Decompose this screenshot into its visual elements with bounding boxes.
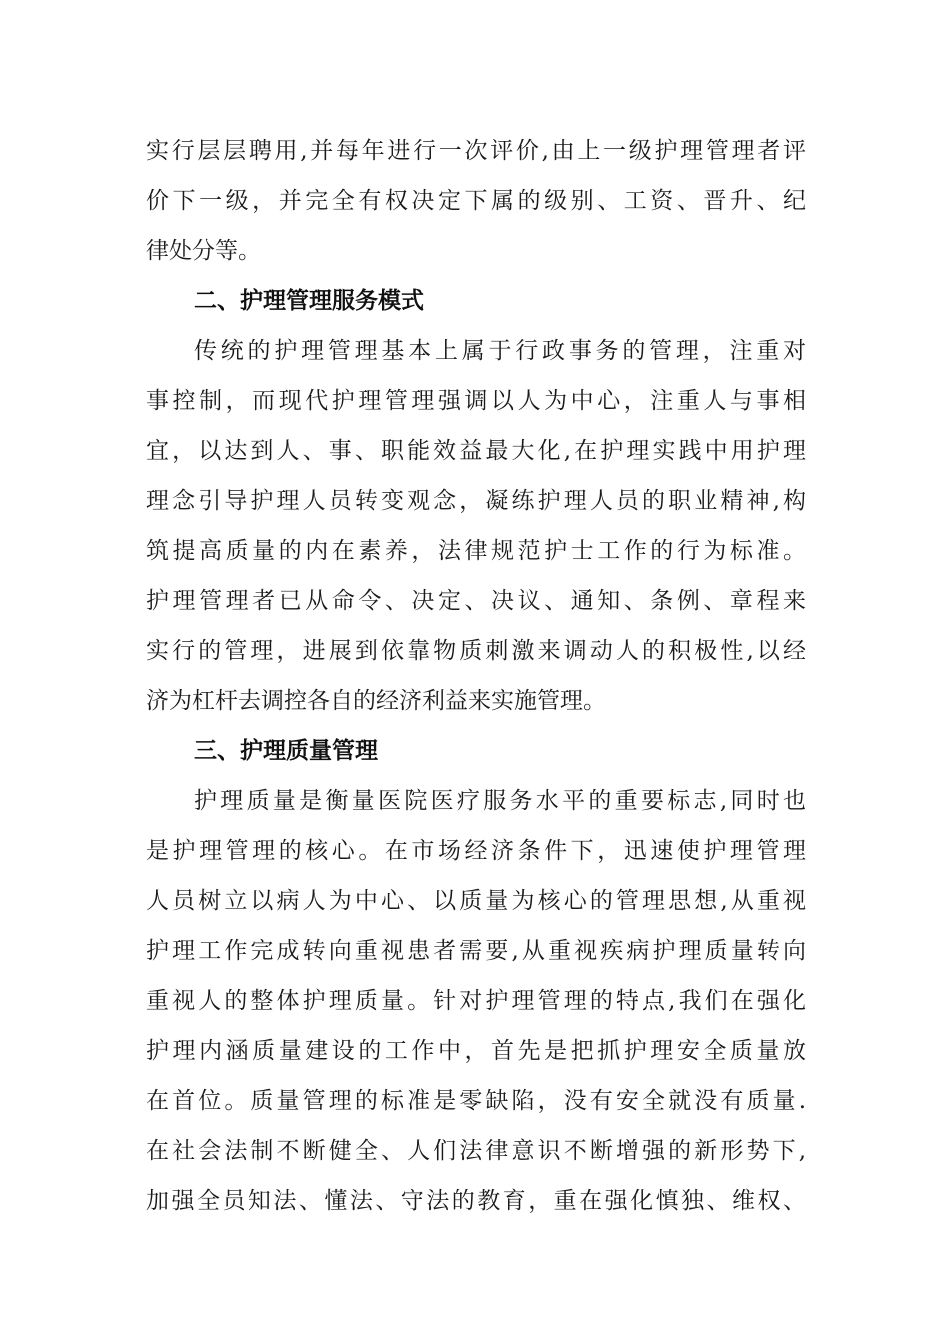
paragraph-line: 在社会法制不断健全、人们法律意识不断增强的新形势下, — [146, 1138, 806, 1164]
section-heading-quality-management: 三、护理质量管理 — [194, 738, 378, 764]
paragraph-line: 重视人的整体护理质量。针对护理管理的特点,我们在强化 — [146, 988, 806, 1014]
paragraph-line: 护理质量是衡量医院医疗服务水平的重要标志,同时也 — [194, 788, 806, 814]
paragraph-line: 人员树立以病人为中心、以质量为核心的管理思想,从重视 — [146, 888, 806, 914]
paragraph-line: 护理管理者已从命令、决定、决议、通知、条例、章程来 — [146, 588, 806, 614]
paragraph-line: 实行层层聘用,并每年进行一次评价,由上一级护理管理者评 — [146, 138, 806, 164]
section-heading-service-model: 二、护理管理服务模式 — [194, 288, 424, 314]
paragraph-line: 传统的护理管理基本上属于行政事务的管理，注重对 — [194, 338, 806, 364]
paragraph-line: 加强全员知法、懂法、守法的教育，重在强化慎独、维权、 — [146, 1188, 806, 1214]
paragraph-line: 实行的管理，进展到依靠物质刺激来调动人的积极性,以经 — [146, 638, 806, 664]
paragraph-line: 筑提高质量的内在素养，法律规范护士工作的行为标准。 — [146, 538, 806, 564]
paragraph-line: 护理工作完成转向重视患者需要,从重视疾病护理质量转向 — [146, 938, 806, 964]
paragraph-line: 理念引导护理人员转变观念，凝练护理人员的职业精神,构 — [146, 488, 806, 514]
paragraph-line: 护理内涵质量建设的工作中，首先是把抓护理安全质量放 — [146, 1038, 806, 1064]
paragraph-line: 事控制，而现代护理管理强调以人为中心，注重人与事相 — [146, 388, 806, 414]
paragraph-line: 宜，以达到人、事、职能效益最大化,在护理实践中用护理 — [146, 438, 806, 464]
paragraph-line: 价下一级，并完全有权决定下属的级别、工资、晋升、纪 — [146, 188, 806, 214]
paragraph-line: 在首位。质量管理的标准是零缺陷，没有安全就没有质量. — [146, 1088, 806, 1114]
document-body — [146, 126, 806, 1226]
paragraph-line: 是护理管理的核心。在市场经济条件下，迅速使护理管理 — [146, 838, 806, 864]
paragraph-line: 律处分等。 — [146, 238, 261, 264]
paragraph-line: 济为杠杆去调控各自的经济利益来实施管理。 — [146, 688, 606, 714]
